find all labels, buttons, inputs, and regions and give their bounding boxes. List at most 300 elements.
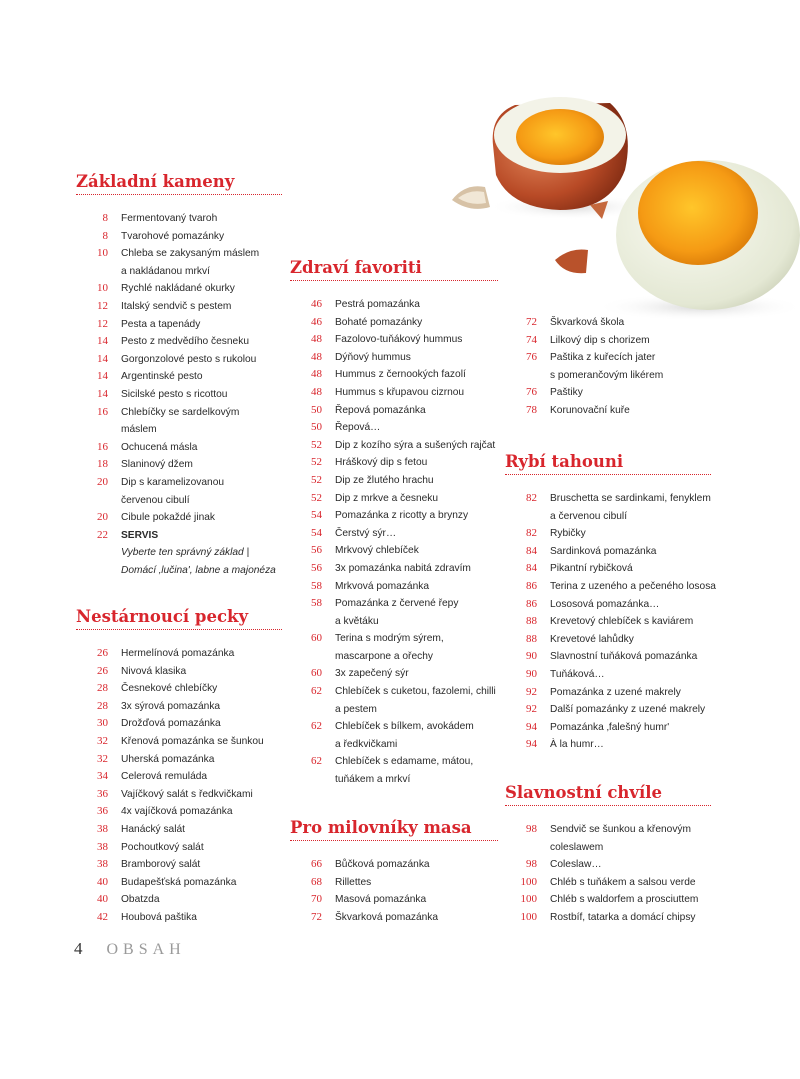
- toc-entry[interactable]: [76, 333, 282, 351]
- entry-title: Obatzda: [121, 894, 160, 906]
- page-number: 84: [526, 544, 537, 557]
- toc-entry[interactable]: [76, 351, 282, 369]
- entry-title: Celerová remuláda: [121, 771, 208, 783]
- entry-title: Paštika z kuřecích jater: [550, 352, 656, 364]
- page-number: 58: [311, 579, 322, 592]
- page-number: 40: [97, 893, 108, 906]
- entry-title: Bruschetta se sardinkami, fenyklem: [550, 493, 711, 504]
- section-entries: [290, 296, 498, 789]
- page-number: 70: [311, 893, 322, 906]
- toc-entry[interactable]: [290, 349, 498, 367]
- entry-title: Dýňový hummus: [335, 351, 411, 363]
- toc-entry[interactable]: [290, 296, 498, 314]
- toc-entry[interactable]: [76, 803, 282, 821]
- entry-title: Chlebíček s edamame, mátou,: [335, 756, 474, 768]
- entry-title: Pomazánka ‚falešný humr': [550, 721, 670, 733]
- page-number: 46: [311, 315, 322, 328]
- toc-entry[interactable]: [290, 542, 498, 560]
- toc-section-zakladni-kameny: [76, 172, 282, 579]
- page-number: 56: [311, 544, 322, 557]
- entry-title: Bohaté pomazánky: [335, 316, 423, 328]
- page-number: 20: [97, 511, 108, 524]
- page-number: 94: [526, 738, 537, 751]
- section-heading: Zdraví favoriti: [290, 258, 498, 281]
- page-number: 48: [311, 368, 322, 381]
- section-heading: Nestárnoucí pecky: [76, 607, 282, 630]
- entry-title: Hermelínová pomazánka: [121, 648, 235, 659]
- entry-title: Chlebíček s bílkem, avokádem: [335, 721, 474, 733]
- toc-entry[interactable]: [76, 316, 282, 334]
- page-number: 86: [526, 579, 537, 592]
- toc-entry[interactable]: [505, 856, 711, 874]
- page-number: 62: [311, 755, 322, 768]
- toc-entry[interactable]: [76, 909, 282, 927]
- toc-entry[interactable]: [76, 298, 282, 316]
- entry-title: Krevetové lahůdky: [550, 633, 634, 645]
- entry-title: Vyberte ten správný základ |: [121, 547, 250, 559]
- toc-entry[interactable]: [505, 402, 715, 420]
- toc-entry[interactable]: [505, 525, 711, 543]
- toc-entry-continuation: [505, 367, 715, 385]
- page-number: [76, 421, 121, 439]
- toc-section-zdravi-favoriti: [290, 258, 498, 789]
- page-number: 98: [526, 823, 537, 835]
- toc-entry-continuation: [290, 701, 498, 719]
- toc-entry[interactable]: [290, 560, 498, 578]
- page-number: 38: [97, 840, 108, 853]
- toc-entry[interactable]: [76, 874, 282, 892]
- toc-entry[interactable]: [290, 419, 498, 437]
- entry-title: Nivová klasika: [121, 665, 187, 677]
- entry-title: Domácí ‚lučina', labne a majonéza: [121, 564, 276, 576]
- entry-title: À la humr…: [550, 739, 604, 751]
- page-number: 32: [97, 752, 108, 765]
- toc-entry[interactable]: [290, 454, 498, 472]
- entry-title: Chlebíčky se sardelkovým: [121, 406, 240, 418]
- page-number: 84: [526, 562, 537, 575]
- entry-title: Česnekové chlebíčky: [121, 683, 218, 695]
- entry-title: Rybičky: [550, 528, 586, 540]
- page-number: 28: [97, 682, 108, 695]
- toc-entry[interactable]: [505, 613, 711, 631]
- toc-entry[interactable]: [76, 368, 282, 386]
- page-number: 36: [97, 787, 108, 800]
- toc-entry[interactable]: [76, 456, 282, 474]
- page-number: [505, 508, 550, 526]
- toc-entry-continuation: [505, 839, 711, 857]
- toc-entry[interactable]: [76, 245, 282, 263]
- toc-entry[interactable]: [505, 684, 711, 702]
- page-number: 76: [526, 386, 537, 399]
- page-number: [290, 701, 335, 719]
- page-number: 12: [97, 299, 108, 312]
- entry-title: Fermentovaný tvaroh: [121, 213, 218, 224]
- entry-title: Dip ze žlutého hrachu: [335, 474, 434, 486]
- page-number: 34: [97, 770, 108, 783]
- entry-title: Dip z mrkve a česneku: [335, 492, 439, 504]
- toc-entry[interactable]: [505, 719, 711, 737]
- toc-entry-subtitle: [76, 562, 282, 580]
- page-number: 30: [97, 717, 108, 730]
- toc-entry[interactable]: [290, 507, 498, 525]
- entry-title: Lilkový dip s chorizem: [550, 334, 650, 346]
- entry-title: Chléb s tuňákem a salsou verde: [550, 876, 696, 888]
- entry-title: Korunovační kuře: [550, 404, 630, 416]
- page-number: 88: [526, 632, 537, 645]
- entry-title: Pikantní rybičková: [550, 563, 633, 575]
- toc-entry[interactable]: [290, 856, 498, 874]
- page-number: 52: [311, 438, 322, 451]
- toc-entry[interactable]: [76, 663, 282, 681]
- toc-entry[interactable]: [290, 490, 498, 508]
- toc-entry[interactable]: [290, 437, 498, 455]
- entry-title: Bůčková pomazánka: [335, 859, 430, 870]
- toc-section-slavnostni-chvile: [505, 783, 711, 927]
- entry-title: coleslawem: [550, 841, 604, 853]
- section-entries: [505, 490, 716, 754]
- page-number: [290, 613, 335, 631]
- page-number: 38: [97, 858, 108, 871]
- entry-title: Terina z uzeného a pečeného lososa: [550, 580, 716, 592]
- entry-title: Řepová pomazánka: [335, 404, 426, 416]
- toc-entry[interactable]: [290, 314, 498, 332]
- entry-title: Mrkvová pomazánka: [335, 580, 429, 592]
- page-number: 16: [97, 405, 108, 418]
- entry-title: tuňákem a mrkví: [335, 774, 411, 786]
- toc-entry[interactable]: [505, 736, 711, 754]
- toc-section-masa-continued: [505, 314, 715, 420]
- section-entries: [76, 645, 282, 927]
- entry-title: Chleba se zakysaným máslem: [121, 248, 260, 260]
- entry-title: Mrkvový chlebíček: [335, 545, 419, 557]
- toc-entry[interactable]: [76, 509, 282, 527]
- entry-title: Škvarková škola: [550, 317, 625, 328]
- toc-entry[interactable]: [290, 683, 498, 701]
- toc-section-rybi-tahouni: [505, 452, 716, 754]
- page-number: 100: [520, 875, 537, 888]
- entry-title: 3x zapečený sýr: [335, 668, 409, 680]
- entry-title: Dip s karamelizovanou: [121, 476, 225, 488]
- entry-title: Hanácký salát: [121, 823, 185, 835]
- page-number: 52: [311, 491, 322, 504]
- page-number: [76, 263, 121, 281]
- toc-entry[interactable]: [290, 578, 498, 596]
- entry-title: mascarpone a ořechy: [335, 650, 433, 662]
- toc-entry[interactable]: [505, 349, 715, 367]
- toc-entry[interactable]: [76, 821, 282, 839]
- entry-title: Vajíčkový salát s ředkvičkami: [121, 788, 253, 800]
- section-entries: [76, 210, 282, 579]
- entry-title: Čerstvý sýr…: [335, 527, 397, 539]
- toc-entry[interactable]: [76, 210, 282, 228]
- entry-title: a květáku: [335, 615, 379, 627]
- page-number: 92: [526, 703, 537, 716]
- entry-title: Paštiky: [550, 387, 583, 399]
- toc-section-pro-milovniky-masa: [290, 818, 498, 926]
- page-number: [76, 492, 121, 510]
- page-number: 48: [311, 333, 322, 346]
- page-number: 90: [526, 650, 537, 663]
- page-number: 90: [526, 667, 537, 680]
- entry-title: 3x pomazánka nabitá zdravím: [335, 562, 471, 574]
- toc-entry[interactable]: [76, 856, 282, 874]
- section-heading: Slavnostní chvíle: [505, 783, 711, 806]
- entry-title: Gorgonzolové pesto s rukolou: [121, 353, 257, 365]
- page-number: 26: [97, 664, 108, 677]
- toc-entry[interactable]: [505, 596, 711, 614]
- toc-entry[interactable]: [505, 821, 711, 839]
- page-number: [290, 736, 335, 754]
- footer-title: OBSAH: [106, 941, 186, 958]
- page-number: 62: [311, 720, 322, 733]
- page-number: 52: [311, 456, 322, 469]
- toc-entry[interactable]: [76, 768, 282, 786]
- page-number: 52: [311, 473, 322, 486]
- entry-title: Škvarková pomazánka: [335, 911, 439, 923]
- entry-title: Hráškový dip s fetou: [335, 457, 428, 469]
- page-number: 22: [97, 528, 108, 541]
- entry-title: Pomazánka z uzené makrely: [550, 686, 681, 698]
- page-number: 66: [311, 858, 322, 870]
- entry-title: Budapešťská pomazánka: [121, 876, 237, 888]
- page-number: 10: [97, 247, 108, 260]
- page-number: 82: [526, 492, 537, 504]
- toc-entry[interactable]: [290, 595, 498, 613]
- entry-title: a ředkvičkami: [335, 738, 398, 750]
- toc-entry[interactable]: [76, 715, 282, 733]
- entry-title: Houbová paštika: [121, 911, 197, 923]
- toc-entry[interactable]: [290, 909, 498, 927]
- toc-entry[interactable]: [76, 786, 282, 804]
- entry-title: a červenou cibulí: [550, 510, 628, 522]
- entry-title: Tvarohové pomazánky: [121, 230, 225, 242]
- toc-entry[interactable]: [76, 751, 282, 769]
- page-number: 14: [97, 370, 108, 383]
- toc-entry[interactable]: [290, 402, 498, 420]
- page-number: 76: [526, 351, 537, 364]
- entry-title: Fazolovo-tuňákový hummus: [335, 334, 463, 346]
- page-number: 86: [526, 597, 537, 610]
- toc-entry[interactable]: [505, 648, 711, 666]
- entry-title: Lososová pomazánka…: [550, 598, 660, 610]
- entry-title: Tuňáková…: [550, 668, 605, 680]
- toc-entry[interactable]: [290, 331, 498, 349]
- entry-title: Křenová pomazánka se šunkou: [121, 735, 264, 747]
- page-number: 62: [311, 685, 322, 698]
- toc-entry-subtitle: [76, 544, 282, 562]
- toc-entry[interactable]: [505, 631, 711, 649]
- entry-title: 3x sýrová pomazánka: [121, 700, 221, 712]
- page-number: [505, 839, 550, 857]
- toc-entry-continuation: [290, 771, 498, 789]
- toc-entry[interactable]: [76, 228, 282, 246]
- page-number: 40: [97, 875, 108, 888]
- entry-title: Bramborový salát: [121, 859, 201, 871]
- toc-entry[interactable]: [76, 280, 282, 298]
- page-number: 92: [526, 685, 537, 698]
- toc-entry[interactable]: [290, 665, 498, 683]
- entry-title: Dip z kozího sýra a sušených rajčat: [335, 439, 496, 451]
- page-number: 18: [97, 458, 108, 471]
- page-number: 20: [97, 475, 108, 488]
- toc-entry-continuation: [290, 613, 498, 631]
- entry-title: Rostbíf, tatarka a domácí chipsy: [550, 911, 696, 923]
- entry-title: Rillettes: [335, 876, 372, 888]
- page-number: 78: [526, 403, 537, 416]
- entry-title: Pomazánka z červené řepy: [335, 598, 459, 610]
- page-number: 48: [311, 385, 322, 398]
- page-number: 8: [102, 212, 108, 224]
- page-number: 72: [526, 316, 537, 328]
- entry-title: a pestem: [335, 703, 377, 715]
- entry-title: máslem: [121, 424, 157, 436]
- toc-entry[interactable]: [76, 733, 282, 751]
- page-number: 8: [102, 229, 108, 242]
- toc-entry-continuation: [505, 508, 711, 526]
- page-number: [76, 562, 121, 580]
- entry-title: SERVIS: [121, 529, 159, 541]
- toc-entry-continuation: [76, 492, 282, 510]
- page-number: 74: [526, 333, 537, 346]
- toc-entry[interactable]: [505, 666, 711, 684]
- toc-entry[interactable]: [76, 439, 282, 457]
- entry-title: Sardinková pomazánka: [550, 545, 657, 557]
- entry-title: Hummus z černookých fazolí: [335, 369, 466, 381]
- entry-title: Další pomazánky z uzené makrely: [550, 704, 706, 716]
- toc-entry[interactable]: [290, 525, 498, 543]
- toc-entry[interactable]: [290, 384, 498, 402]
- toc-entry[interactable]: [290, 874, 498, 892]
- page-number: 100: [520, 910, 537, 923]
- page-number: 54: [311, 509, 322, 522]
- entry-title: Sicilské pesto s ricottou: [121, 388, 228, 400]
- section-heading: Základní kameny: [76, 172, 282, 195]
- page-number: 94: [526, 720, 537, 733]
- entry-title: Uherská pomazánka: [121, 753, 215, 765]
- toc-entry[interactable]: [505, 560, 711, 578]
- toc-entry-continuation: [76, 263, 282, 281]
- entry-title: s pomerančovým likérem: [550, 369, 664, 381]
- toc-entry[interactable]: [76, 839, 282, 857]
- entry-title: Italský sendvič s pestem: [121, 300, 232, 312]
- section-entries: [290, 856, 498, 926]
- entry-title: a nakládanou mrkví: [121, 265, 210, 277]
- page-number: 14: [97, 387, 108, 400]
- section-entries: [505, 821, 711, 927]
- toc-entry[interactable]: [505, 874, 711, 892]
- toc-entry[interactable]: [76, 404, 282, 422]
- page-number: 50: [311, 421, 322, 434]
- page-footer: [74, 939, 186, 959]
- page-number: 58: [311, 597, 322, 610]
- toc-entry[interactable]: [290, 891, 498, 909]
- toc-entry[interactable]: [505, 332, 715, 350]
- page-number: 36: [97, 805, 108, 818]
- page-number: 82: [526, 527, 537, 540]
- page-number: 54: [311, 526, 322, 539]
- entry-title: Hummus s křupavou cizrnou: [335, 386, 465, 398]
- page-number: 48: [311, 350, 322, 363]
- entry-title: 4x vajíčková pomazánka: [121, 806, 233, 818]
- page-number: 16: [97, 440, 108, 453]
- toc-entry[interactable]: [290, 366, 498, 384]
- page-number: [290, 648, 335, 666]
- entry-title: Pochoutkový salát: [121, 841, 204, 853]
- page-number: 50: [311, 403, 322, 416]
- entry-title: Cibule pokaždé jinak: [121, 512, 216, 524]
- page-number: 42: [97, 910, 108, 923]
- entry-title: červenou cibulí: [121, 494, 190, 506]
- toc-entry[interactable]: [505, 384, 715, 402]
- entry-title: Sendvič se šunkou a křenovým: [550, 824, 691, 835]
- page-number: 10: [97, 282, 108, 295]
- toc-entry[interactable]: [290, 630, 498, 648]
- toc-entry[interactable]: [505, 701, 711, 719]
- toc-entry[interactable]: [505, 490, 711, 508]
- section-heading: Pro milovníky masa: [290, 818, 498, 841]
- entry-title: Slavnostní tuňáková pomazánka: [550, 651, 698, 663]
- toc-entry-continuation: [76, 421, 282, 439]
- entry-title: Pomazánka z ricotty a brynzy: [335, 510, 469, 522]
- page-number: [505, 367, 550, 385]
- toc-entry[interactable]: [290, 472, 498, 490]
- page-number: 12: [97, 317, 108, 330]
- toc-entry[interactable]: [76, 386, 282, 404]
- toc-entry[interactable]: [76, 680, 282, 698]
- entry-title: Argentinské pesto: [121, 371, 203, 383]
- toc-entry[interactable]: [76, 474, 282, 492]
- page-number: 32: [97, 734, 108, 747]
- page-number: 38: [97, 822, 108, 835]
- page-number: 14: [97, 352, 108, 365]
- entry-title: Pestrá pomazánka: [335, 299, 420, 310]
- entry-title: Masová pomazánka: [335, 894, 427, 906]
- page-number: 72: [311, 910, 322, 923]
- toc-section-nestarnouci-pecky: [76, 607, 282, 927]
- page-number: 28: [97, 699, 108, 712]
- entry-title: Ochucená másla: [121, 441, 198, 453]
- page-number: 60: [311, 632, 322, 645]
- toc-entry[interactable]: [505, 909, 711, 927]
- page-number: 14: [97, 335, 108, 348]
- toc-entry[interactable]: [76, 698, 282, 716]
- toc-entry-servis[interactable]: [76, 527, 282, 545]
- toc-entry[interactable]: [505, 891, 711, 909]
- page-number: 100: [520, 893, 537, 906]
- toc-entry[interactable]: [76, 645, 282, 663]
- entry-title: Pesto z medvědího česneku: [121, 336, 249, 348]
- toc-entry[interactable]: [505, 543, 711, 561]
- toc-entry[interactable]: [505, 578, 716, 596]
- page-number: 98: [526, 858, 537, 871]
- entry-title: Drožďová pomazánka: [121, 718, 221, 730]
- toc-entry[interactable]: [290, 718, 498, 736]
- entry-title: Krevetový chlebíček s kaviárem: [550, 616, 694, 628]
- page-number: [290, 771, 335, 789]
- section-entries: [505, 314, 715, 420]
- entry-title: Rychlé nakládané okurky: [121, 283, 235, 295]
- entry-title: Coleslaw…: [550, 859, 602, 871]
- page-number: 88: [526, 615, 537, 628]
- toc-entry[interactable]: [290, 753, 498, 771]
- toc-entry[interactable]: [505, 314, 715, 332]
- toc-entry[interactable]: [76, 891, 282, 909]
- page-number: 46: [311, 298, 322, 310]
- toc-entry-continuation: [290, 736, 498, 754]
- entry-title: Terina s modrým sýrem,: [335, 633, 444, 645]
- entry-title: Pesta a tapenády: [121, 318, 201, 330]
- page-number: 56: [311, 561, 322, 574]
